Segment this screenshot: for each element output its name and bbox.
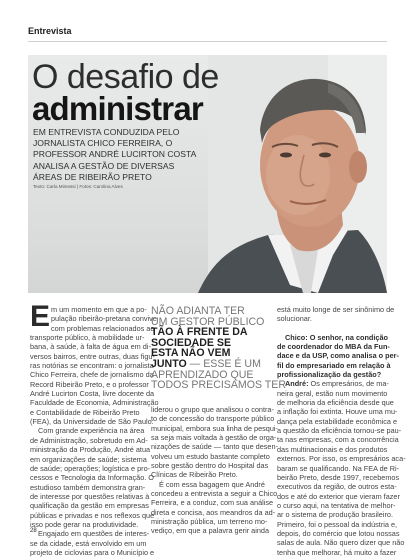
section-rule — [28, 41, 387, 42]
pull-quote-bold-line: ESTA NÃO VEM — [151, 347, 231, 360]
body-line: a inflação foi extinta. Houve uma mu- — [277, 407, 398, 417]
question-line: dace e da USP, como analisa o per- — [277, 351, 399, 361]
body-line: Engajado em questões de interes- — [38, 529, 150, 539]
body-line: versos bairros, entre outras, duas figu- — [30, 351, 155, 361]
body-line: nizações de saúde — tanto que desen- — [151, 442, 278, 452]
question-line: Chico: O senhor, na condição — [285, 332, 388, 342]
pull-quote-bold-line: JUNTO — [151, 357, 187, 370]
answer-first-line: Os empresários, de ma- — [308, 379, 389, 389]
lead-line: PROFESSOR ANDRÉ LUCIRTON COSTA — [33, 149, 197, 160]
body-line: sa seja mais voltada à gestão de orga- — [151, 433, 277, 443]
body-line: vediço, em que a palavra gerir ainda — [151, 526, 270, 536]
body-line: em organizações de saúde; sistema — [30, 454, 147, 464]
body-line: to de concessão do transporte público — [151, 414, 275, 424]
pull-quote-line: NÃO ADIANTA TER — [151, 305, 245, 317]
body-line: baram se qualificando. Na FEA de Ri- — [277, 463, 400, 473]
body-line: Com grande experiência na área — [38, 426, 145, 436]
lead-line: JORNALISTA CHICO FERREIRA, O — [33, 138, 173, 149]
body-line: qualificação da gestão em empresas — [30, 501, 149, 511]
body-line: pulação ribeirão-pretana convive — [51, 314, 157, 324]
photo-credit: Texto: Carla Mimessi | Fotos: Carolina Alves — [33, 184, 123, 189]
body-line: o curso aqui, na tentativa de melhor- — [277, 500, 396, 510]
body-line: bana, à saúde, à falta de água em di- — [30, 342, 151, 352]
pull-quote-bold-line: TÃO À FRENTE DA — [151, 326, 248, 339]
lead-line: ANALISA A GESTÃO DE DIVERSAS — [33, 160, 175, 171]
body-line: (FEA), da Universidade de São Paulo. — [30, 417, 154, 427]
body-line: sobre gestão dentro do Hospital das — [151, 461, 269, 471]
body-line: ministração pública, um terreno mo- — [151, 517, 268, 527]
body-line: Clínicas de Ribeirão Preto. — [151, 470, 238, 480]
body-line: depois, do comércio que lotou nossas — [277, 528, 400, 538]
pull-quote-tail: — ESSE É UM — [186, 357, 261, 370]
body-line: está muito longe de ser sinônimo de — [277, 305, 395, 314]
lead-line: EM ENTREVISTA CONDUZIDA PELO — [33, 127, 180, 137]
body-line: de saúde; operações; logística e pro- — [30, 463, 151, 473]
body-line: ar o sistema de produção brasileiro. — [277, 510, 393, 520]
body-line: direta e concisa, aos meandros da ad- — [151, 507, 276, 517]
body-line: ministração da Produção, André atua — [30, 445, 151, 455]
body-line: de interesse por questões relativas à — [30, 491, 150, 501]
body-line: com problemas relacionados ao — [51, 323, 155, 333]
body-line: Ferreira, e a conduz, com sua análise — [151, 498, 274, 508]
body-line: de Administração, sobretudo em Ad- — [30, 435, 148, 445]
pull-quote-line: APRENDIZADO QUE — [151, 368, 254, 381]
body-column-3 — [277, 305, 406, 557]
answer-speaker: André: — [285, 379, 309, 389]
article-lead — [33, 127, 208, 183]
question-line: profissionalização da gestão? — [277, 370, 382, 380]
body-column-1 — [30, 300, 159, 557]
body-line: estudioso também demonstra gran- — [30, 482, 146, 492]
body-line: ta nas empresas, com a concorrência — [277, 435, 399, 445]
body-line: liderou o grupo que analisou o contra- — [151, 405, 274, 414]
body-line: volveu um estudo bastante completo — [151, 451, 270, 461]
body-line: externos. Por isso, os empresários aca- — [277, 454, 406, 464]
body-line: concedeu a entrevista a seguir a Chico — [151, 489, 278, 499]
body-line: e Contabilidade de Ribeirão Preto — [30, 407, 140, 417]
question-line: fil do empresariado em relação à — [277, 360, 391, 370]
body-line: solucionar. — [277, 314, 312, 324]
body-line: beirão Preto, desde 1997, recebemos — [277, 472, 400, 482]
body-line: Record Ribeirão Preto, e o professor — [30, 379, 149, 389]
body-line: a questão da eficiência tornou-se pau- — [277, 426, 402, 436]
body-line: públicas e privadas e nos reflexos que — [30, 510, 155, 520]
body-line: se da cidade, está envolvido em um — [30, 538, 147, 548]
body-line: É com essa bagagem que André — [159, 479, 265, 489]
drop-cap: E — [30, 300, 51, 333]
body-line: salas de aula. Não quero dizer que não — [277, 538, 405, 548]
body-line: André Lucirton Costa, livre docente da — [30, 389, 155, 399]
body-line: Chico Ferreira, chefe de jornalismo da — [30, 370, 154, 380]
paragraph-gap — [277, 324, 387, 333]
body-line: das multinacionais e dos produtos — [277, 444, 388, 454]
body-line: isso pode gerar na produtividade. — [30, 519, 139, 529]
section-label: Entrevista — [28, 26, 72, 36]
body-line: municipal, embora sua linha de pesqui- — [151, 423, 278, 433]
body-line: executivos da região, de outros esta- — [277, 482, 397, 492]
page-number: 28 — [30, 528, 37, 534]
pull-quote-line: TODOS PRECISAMOS TER — [151, 379, 286, 392]
pull-quote-bold-line: SOCIEDADE SE — [151, 336, 232, 349]
body-line: dos e até do exterior que vieram fazer — [277, 491, 400, 501]
pull-quote-line: UM GESTOR PÚBLICO — [151, 315, 265, 328]
article-title-line-2: administrar — [32, 90, 203, 127]
body-line: dança pela estabilidade econômica e — [277, 416, 398, 426]
body-line: Primeiro, foi o pessoal da indústria e, — [277, 519, 398, 529]
pull-quote — [151, 305, 286, 392]
body-line: Faculdade de Economia, Administração — [30, 398, 159, 408]
article-title-line-1: O desafio de — [32, 58, 219, 96]
lead-line: ÁREAS DE RIBEIRÃO PRETO — [33, 171, 152, 182]
body-line: m um momento em que a po- — [51, 305, 147, 314]
body-line: de melhoria da eficiência desde que — [277, 398, 394, 408]
question-line: de coordenador do MBA da Fun- — [277, 342, 390, 352]
body-line: ras notórias se encontram: o jornalista — [30, 361, 154, 371]
body-line: tenha que melhorar, há muito a fazer — [277, 547, 397, 557]
body-line: cessos e Tecnologia da Informação. O — [30, 473, 154, 483]
body-line: transporte público, à mobilidade ur- — [30, 333, 145, 343]
body-column-2 — [151, 405, 278, 536]
body-line: projeto de ciclovias para o Município e — [30, 547, 155, 557]
body-line: neira geral, estão num movimento — [277, 388, 388, 398]
